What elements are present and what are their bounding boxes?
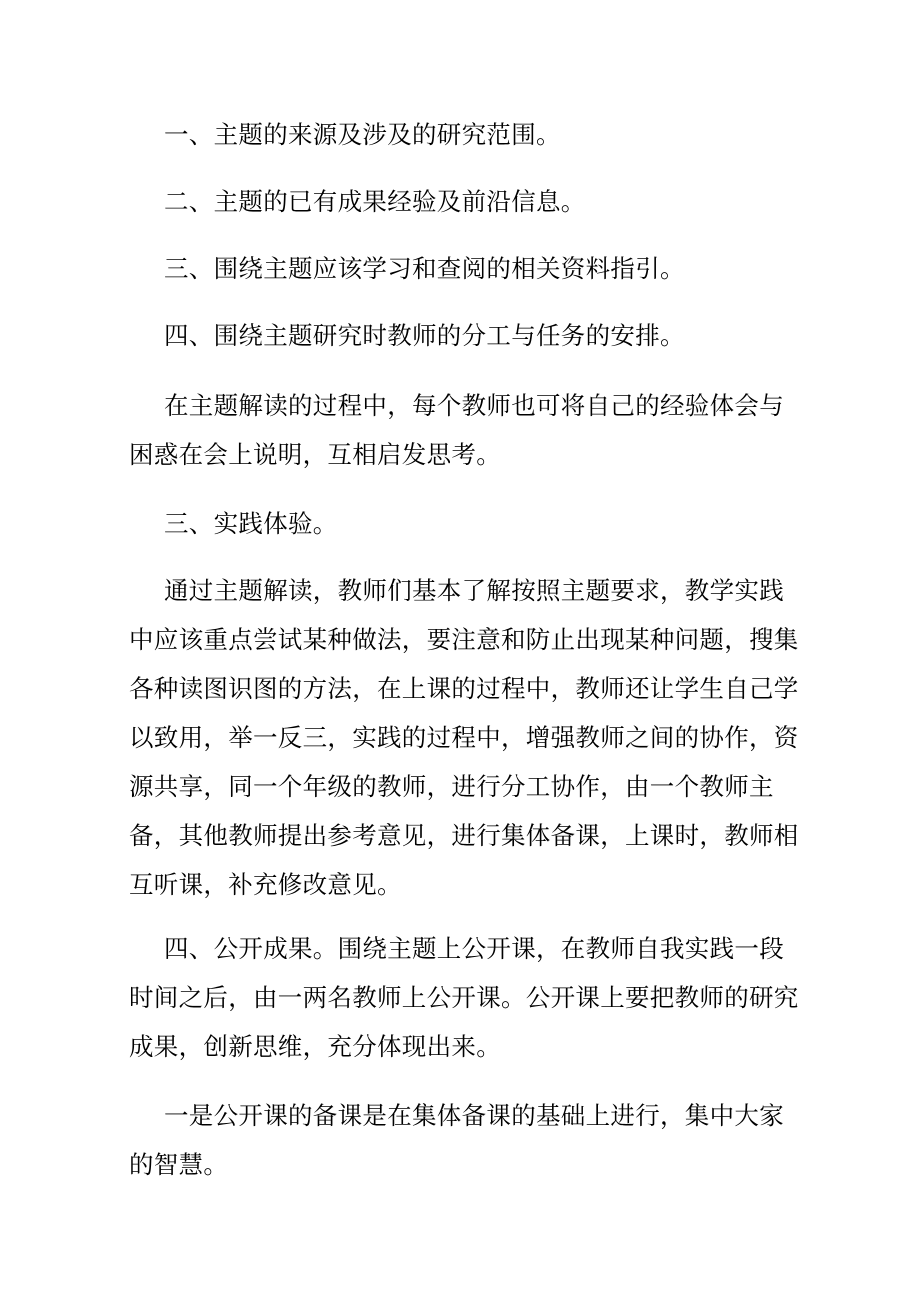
item-reference-guide: 三、围绕主题应该学习和查阅的相关资料指引。 [164, 254, 685, 283]
paragraph-public-results: 四、公开成果。围绕主题上公开课，在教师自我实践一段时间之后，由一两名教师上公开课。公开课上要把教师的研究成果，创新思维，充分体现出来。 [129, 934, 799, 1061]
item-task-division: 四、围绕主题研究时教师的分工与任务的安排。 [164, 321, 685, 350]
item-topic-achievements: 二、主题的已有成果经验及前沿信息。 [164, 187, 586, 216]
paragraph-lesson-prep: 一是公开课的备课是在集体备课的基础上进行，集中大家的智慧。 [129, 1101, 784, 1179]
paragraph-interpretation: 在主题解读的过程中，每个教师也可将自己的经验体会与困惑在会上说明，互相启发思考。 [129, 391, 784, 469]
section-heading-practice: 三、实践体验。 [164, 509, 338, 538]
item-topic-source: 一、主题的来源及涉及的研究范围。 [164, 120, 561, 149]
paragraph-practice: 通过主题解读，教师们基本了解按照主题要求，教学实践中应该重点尝试某种做法，要注意和防止出现某种问题，搜集各种读图识图的方法，在上课的过程中，教师还让学生自己学以致用，举一反三，实践的过程中，增强教师之间的协作，资源共享，同一个年级的教师，进行分工协作，由一个教师主备，其他教师提出参考意见，进行集体备课，上课时，教师相互听课，补充修改意见。 [129, 576, 799, 899]
